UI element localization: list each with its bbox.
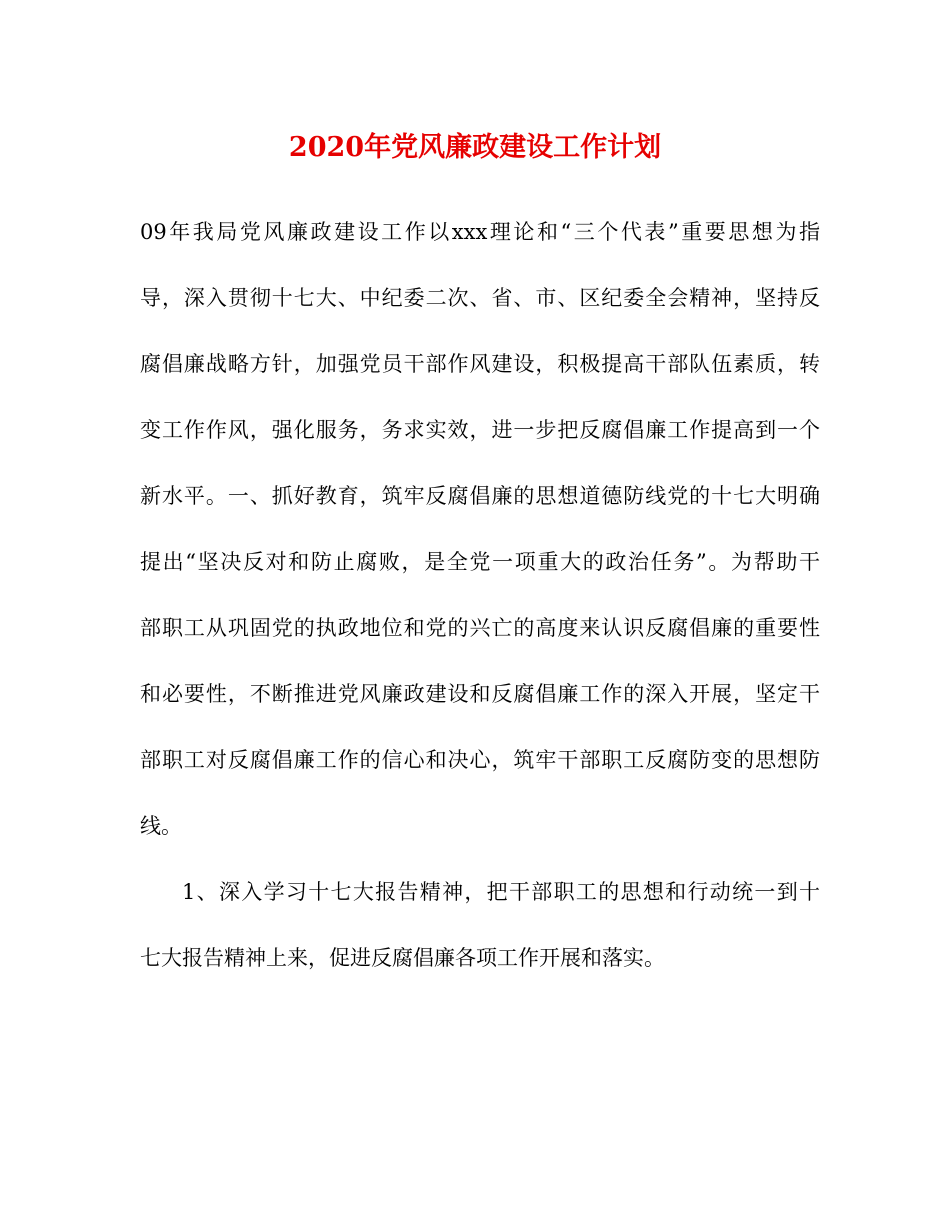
paragraph-line: 部职工对反腐倡廉工作的信心和决心，筑牢干部职工反腐防变的思想防: [140, 748, 820, 772]
paragraph-line: 线。: [140, 814, 182, 838]
paragraph-line: 部职工从巩固党的执政地位和党的兴亡的高度来认识反腐倡廉的重要性: [140, 616, 820, 640]
paragraph-line: 变工作作风，强化服务，务求实效，进一步把反腐倡廉工作提高到一个: [140, 418, 820, 442]
list-item-continuation: 七大报告精神上来，促进反腐倡廉各项工作开展和落实。: [140, 946, 665, 970]
document-title: 2020年党风廉政建设工作计划: [288, 132, 662, 163]
paragraph-line: 腐倡廉战略方针，加强党员干部作风建设，积极提高干部队伍素质，转: [140, 352, 820, 376]
paragraph-line: 和必要性，不断推进党风廉政建设和反腐倡廉工作的深入开展，坚定干: [140, 682, 820, 706]
paragraph-line: 导，深入贯彻十七大、中纪委二次、省、市、区纪委全会精神，坚持反: [140, 286, 820, 310]
list-item-first-line: 1、深入学习十七大报告精神，把干部职工的思想和行动统一到十: [182, 880, 820, 904]
paragraph-line: 提出“坚决反对和防止腐败，是全党一项重大的政治任务”。为帮助干: [140, 550, 820, 574]
paragraph-line: 09年我局党风廉政建设工作以xxx理论和“三个代表”重要思想为指: [140, 220, 820, 244]
paragraph-line: 新水平。一、抓好教育，筑牢反腐倡廉的思想道德防线党的十七大明确: [140, 484, 820, 508]
